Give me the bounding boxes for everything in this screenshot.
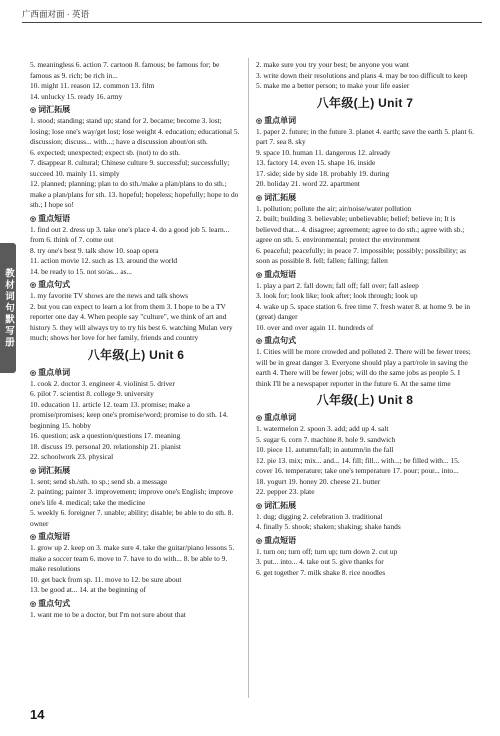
unit-heading: 八年级(上) Unit 6 (87, 347, 185, 362)
answer-line: 17. side; side by side 18. probably 19. during (256, 168, 390, 178)
answer-line: 1. paper 2. future; in the future 3. planet 4. earth; save the earth 5. plant 6. part 7. sea 8. sky (256, 126, 474, 147)
answer-line: 10. get back from sp. 11. move to 12. be sure about (30, 574, 182, 584)
answer-line: 1. turn on; turn off; turn up; turn down 2. cut up (256, 546, 398, 556)
answer-line: 10. piece 11. autumn/fall; in autumn/in the fall (256, 445, 394, 455)
answer-line: 9. space 10. human 11. dangerous 12. already (256, 147, 391, 157)
answer-line: 10. over and over again 11. hundreds of (256, 322, 374, 332)
answer-line: 6. pilot 7. scientist 8. college 9. university (30, 389, 154, 399)
section-heading (256, 535, 474, 547)
section-bullet-icon: ◎ (256, 117, 263, 125)
section-heading-text: 词汇拓展 (38, 105, 71, 115)
unit-heading: 八年级(上) Unit 8 (316, 393, 414, 408)
section-bullet-icon: ◎ (256, 537, 263, 545)
column-divider (248, 58, 249, 698)
page-header (22, 6, 482, 23)
section-bullet-icon: ◎ (256, 338, 263, 346)
section-heading-text: 重点短语 (264, 269, 297, 279)
section-heading (30, 367, 242, 379)
section-heading (30, 279, 242, 291)
answer-line: 13. factory 14. even 15. shape 16. inside (256, 158, 376, 168)
answer-line: 2. but you can expect to learn a lot from them 3. I hope to be a TV reporter one day 4. When people say "culture", we think of art and history 5. they will always try to try his best 6. watching Mulan very much; shows her love for her family, friends and country (30, 301, 233, 343)
section-heading-text: 重点单词 (264, 413, 297, 423)
answer-line: 18. yogurt 19. honey 20. cheese 21. butter (256, 476, 381, 486)
answer-line: 1. cook 2. doctor 3. engineer 4. violinist 5. driver (30, 378, 175, 388)
answer-line: 1. watermelon 2. spoon 3. add; add up 4. salt (256, 424, 389, 434)
section-bullet-icon: ◎ (30, 534, 37, 542)
section-bullet-icon: ◎ (256, 415, 263, 423)
answer-line: 13. be good at... 14. at the beginning of (30, 585, 146, 595)
answer-line: 10. education 11. article 12. team 13. promise; make a promise/promises; keep one's promise/word; promise to do sth. 14. beginning 15. hobby (30, 399, 228, 430)
section-bullet-icon: ◎ (30, 600, 37, 608)
section-heading (256, 115, 474, 127)
answer-line: 1. pollution; pollute the air; air/noise/water pollution (256, 203, 412, 213)
answer-line: 11. action movie 12. such as 13. around the world (30, 256, 178, 266)
section-heading (256, 269, 474, 281)
answer-line: 2. make sure you try your best; be anyone you want (256, 60, 409, 69)
answer-line: 3. look for; look like; look after; look through; look up (256, 291, 418, 301)
section-heading-text: 词汇拓展 (264, 500, 297, 510)
section-heading-text: 重点单词 (264, 115, 297, 125)
answer-line: 6. get together 7. milk shake 8. rice noodles (256, 567, 386, 577)
answer-line: 8. try one's best 9. talk show 10. soap opera (30, 245, 159, 255)
answer-line: 6. peaceful; peacefully; in peace 7. impossible; possibly; possibility; as soon as possible 8. fell; fallen; falling; fallen (256, 245, 466, 266)
answer-line: 1. stood; standing; stand up; stand for 2. became; become 3. lost; losing; lose one's way/get lost; lose weight 4. education; educational 5. discussion; discuss... with...; have a discussion about/on sth. (30, 116, 240, 147)
answer-line: 1. sent; send sb./sth. to sp.; send sb. a message (30, 476, 168, 486)
section-heading (30, 598, 242, 610)
answer-line: 1. my favorite TV shows are the news and talk shows (30, 291, 188, 301)
section-heading (256, 500, 474, 512)
section-bullet-icon: ◎ (30, 215, 37, 223)
right-column (256, 60, 474, 578)
answer-line: 12. planned; planning; plan to do sth./make a plan/plans to do sth.; make a plan/plans for sth. 13. hopeful; hopeless; hopefully; hope to do sth.; I hope so! (30, 179, 239, 210)
answer-line: 1. find out 2. dress up 3. take one's place 4. do a good job 5. learn... from 6. think of 7. come out (30, 224, 230, 245)
answer-line: 4. wake up 5. space station 6. free time 7. fresh water 8. at home 9. be in (great) danger (256, 301, 471, 322)
section-heading (256, 412, 474, 424)
answer-line: 3. put... into... 4. take out 5. give thanks for (256, 557, 384, 567)
unit-heading: 八年级(上) Unit 7 (316, 95, 414, 110)
header-title: 广西面对面 · 英语 (22, 9, 90, 19)
section-heading-text: 重点句式 (38, 280, 71, 290)
section-heading-text: 重点短语 (264, 535, 297, 545)
section-heading-text: 重点句式 (38, 598, 71, 608)
answer-line: 18. discuss 19. personal 20. relationship 21. pianist (30, 441, 181, 451)
left-column (30, 60, 242, 620)
section-bullet-icon: ◎ (256, 502, 263, 510)
answer-line: 2. built; building 3. believable; unbelievable; belief; believe in; It is believed that... 4. disagree; agreement; agree to do sth.; agree with sb.; agree on sth. 5. environmental; protect the environment (256, 214, 465, 245)
section-heading-text: 重点句式 (264, 336, 297, 346)
section-bullet-icon: ◎ (30, 107, 37, 115)
section-heading (30, 104, 242, 116)
answer-line: 1. want me to be a doctor, but I'm not sure about that (30, 609, 186, 619)
section-bullet-icon: ◎ (30, 369, 37, 377)
answer-line: 6. expected; unexpected; expect sb. (not) to do sth. (30, 147, 181, 157)
section-heading (30, 531, 242, 543)
answer-line: 5. meaningless 6. action 7. cartoon 8. famous; be famous for; be famous as 9. rich; be rich in... (30, 60, 220, 80)
section-heading (256, 335, 474, 347)
answer-line: 5. weekly 6. foreigner 7. unable; ability; disable; be able to do sth. 8. owner (30, 508, 234, 528)
answer-line: 14. unlucky 15. ready 16. army (30, 91, 123, 101)
section-heading-text: 重点单词 (38, 367, 71, 377)
answer-line: 1. Cities will be more crowded and polluted 2. There will be fewer trees; will be in great danger 3. Everyone should play a part/role in saving the earth 4. There will be fewer jobs; will do the same jobs as people 5. I think I'll be a newspaper reporter in the future 6. At the same time (256, 347, 471, 388)
answer-line: 4. finally 5. shook; shaken; shaking; shake hands (256, 522, 401, 532)
answer-line: 1. play a part 2. fall down; fall off; fall over; fall asleep (256, 280, 419, 290)
section-heading (256, 192, 474, 204)
section-bullet-icon: ◎ (30, 282, 37, 290)
section-heading-text: 词汇拓展 (264, 192, 297, 202)
answer-line: 20. holiday 21. word 22. apartment (256, 179, 360, 189)
answer-line: 16. question; ask a question/questions 17. meaning (30, 431, 181, 441)
section-heading-text: 词汇拓展 (38, 465, 71, 475)
answer-line: 10. might 11. reason 12. common 13. film (30, 81, 155, 91)
answer-line: 12. pie 13. mix; mix... and... 14. fill; fill... with...; be filled with... 15. cover 16. temperature; take one's temperature 17. pour; pour... into... (256, 455, 460, 476)
side-tab: 教材词句默写册 (0, 243, 16, 373)
section-heading (30, 213, 242, 225)
answer-line: 3. write down their resolutions and plans 4. may be too difficult to keep 5. make me a better person; to make your life easier (256, 70, 468, 91)
section-bullet-icon: ◎ (256, 271, 263, 279)
answer-line: 5. sugar 6. corn 7. machine 8. hole 9. sandwich (256, 434, 396, 444)
section-heading-text: 重点短语 (38, 532, 71, 542)
answer-line: 1. dug; digging 2. celebration 3. traditional (256, 511, 383, 521)
answer-line: 2. painting; painter 3. improvement; improve one's English; improve one's life 4. medical; take the medicine (30, 487, 233, 507)
answer-line: 7. disappear 8. cultural; Chinese culture 9. successful; successfully; succeed 10. mainly 11. simply (30, 158, 230, 178)
section-heading-text: 重点短语 (38, 213, 71, 223)
answer-line: 1. grow up 2. keep on 3. make sure 4. take the guitar/piano lessons 5. make a soccer team 6. move to 7. have to do with... 8. be able to 9. make resolutions (30, 543, 235, 574)
page-number: 14 (30, 707, 45, 722)
answer-line: 22. schoolwork 23. physical (30, 452, 114, 462)
answer-line: 14. be ready to 15. not so/as... as... (30, 266, 133, 276)
answer-line: 22. pepper 23. plate (256, 487, 315, 497)
section-heading (30, 465, 242, 477)
section-bullet-icon: ◎ (256, 194, 263, 202)
section-bullet-icon: ◎ (30, 467, 37, 475)
